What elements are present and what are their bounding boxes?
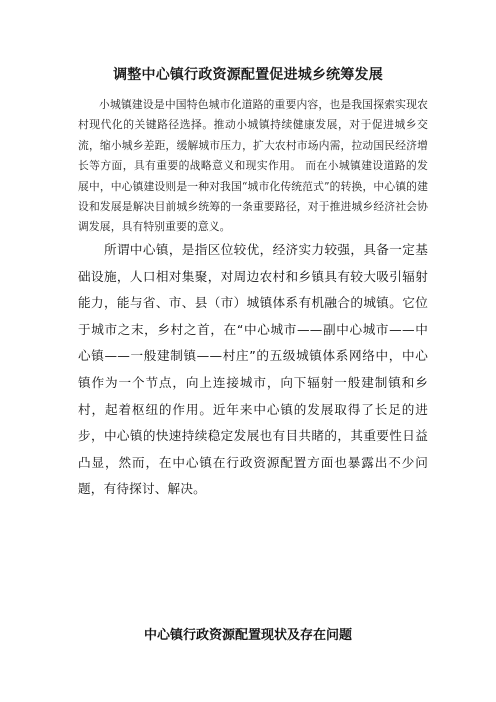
- document-title: 调整中心镇行政资源配置促进城乡统筹发展: [113, 67, 383, 83]
- abstract-paragraph: 小城镇建设是中国特色城市化道路的重要内容，也是我国探索实现农村现代化的关键路径选择。推动小城镇持续健康发展，对于促进城乡交流，缩小城乡差距，缓解城市压力，扩大农村市场内需，拉动国民经济增长等方面，具有重要的战略意义和现实作用。 而在小城镇建设道路的发展中，中心镇建设则是一种对我国“城市化传统范式”的转换，中心镇的建设和发展是解决目前城乡统筹的一条重要路径，对于推进城乡经济社会协调发展，具有特别重要的意义。: [78, 98, 428, 234]
- section-heading: 中心镇行政资源配置现状及存在问题: [143, 628, 352, 643]
- body-paragraph: 所谓中心镇，是指区位较优，经济实力较强，具备一定基础设施，人口相对集聚，对周边农村和乡镇具有较大吸引辐射能力，能与省、市、县（市）城镇体系有机融合的城镇。它位于城市之末，乡村之首，在“中心城市——副中心城市——中心镇——一般建制镇——村庄”的五级城镇体系网络中，中心镇作为一个节点，向上连接城市，向下辐射一般建制镇和乡村，起着枢纽的作用。近年来中心镇的发展取得了长足的进步，中心镇的快速持续稳定发展也有目共睹的，其重要性日益凸显，然而，在中心镇在行政资源配置方面也暴露出不少问题，有待探讨、解决。: [78, 242, 428, 497]
